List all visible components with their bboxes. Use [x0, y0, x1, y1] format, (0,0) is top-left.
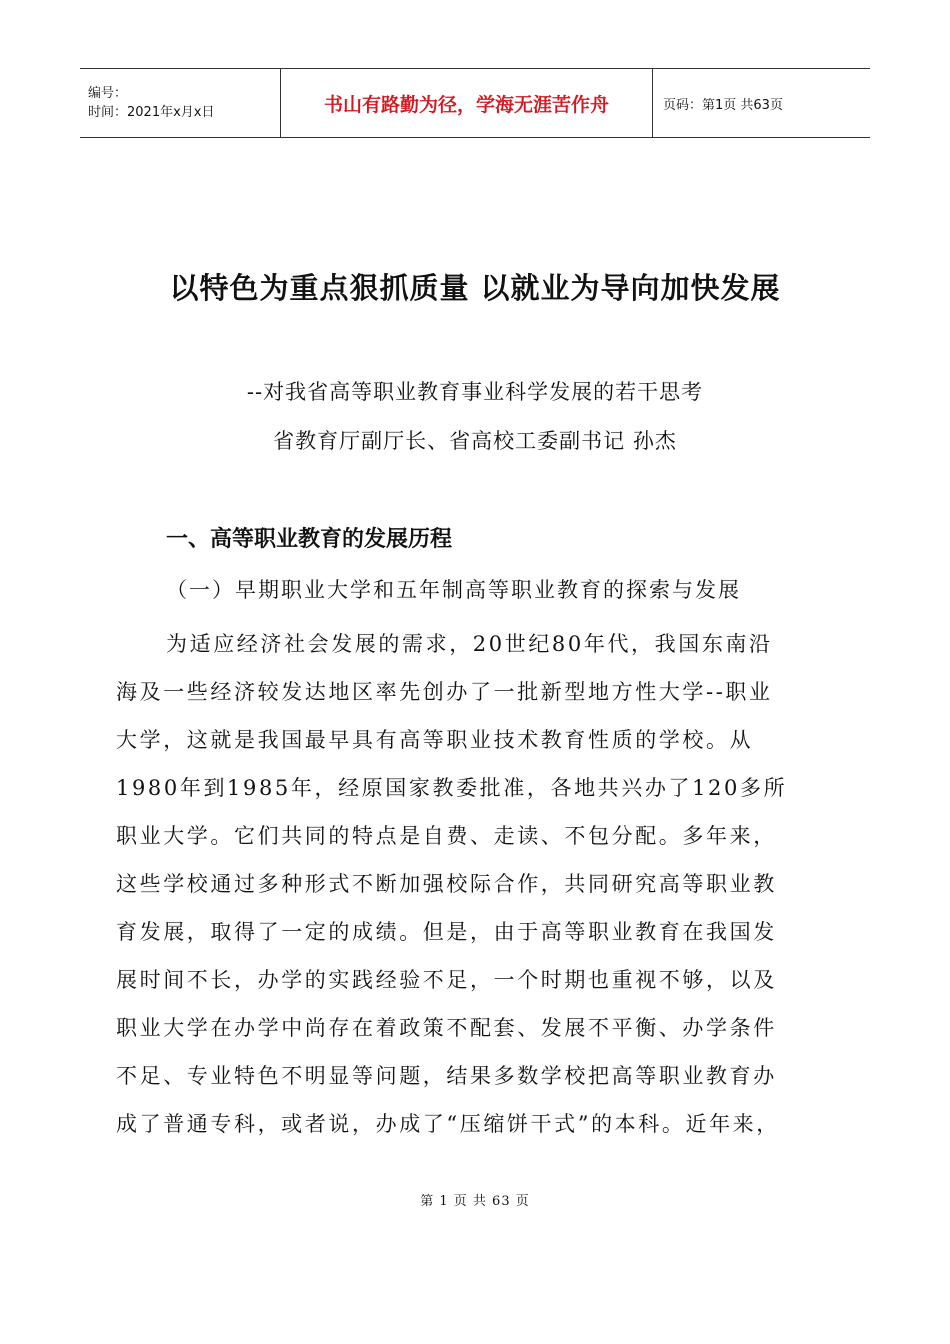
- header-page-info: 页码：第1页 共63页: [663, 97, 783, 113]
- paragraph-line: 这些学校通过多种形式不断加强校际合作，共同研究高等职业教: [116, 872, 777, 896]
- paragraph-line: 成了普通专科，或者说，办成了“压缩饼干式”的本科。近年来，: [116, 1112, 780, 1136]
- header-meta: [80, 69, 281, 137]
- sub-heading: （一）早期职业大学和五年制高等职业教育的探索与发展: [166, 578, 741, 602]
- page-footer: 第 1 页 共 63 页: [420, 1194, 530, 1209]
- paragraph-line: 为适应经济社会发展的需求，20世纪80年代，我国东南沿: [166, 632, 773, 656]
- document-title: 以特色为重点狠抓质量 以就业为导向加快发展: [169, 271, 781, 305]
- document-date: 时间：2021年x月x日: [88, 105, 215, 120]
- paragraph-line: 育发展，取得了一定的成绩。但是，由于高等职业教育在我国发: [116, 920, 777, 944]
- body-paragraph: [116, 620, 836, 1148]
- paragraph-line: 展时间不长，办学的实践经验不足，一个时期也重视不够，以及: [116, 968, 777, 992]
- section-heading: 一、高等职业教育的发展历程: [166, 527, 453, 552]
- document-header: [80, 68, 870, 138]
- paragraph-line: 1980年到1985年，经原国家教委批准，各地共兴办了120多所: [116, 776, 788, 800]
- paragraph-line: 海及一些经济较发达地区率先创办了一批新型地方性大学--职业: [116, 680, 773, 704]
- document-number-label: 编号：: [88, 86, 128, 101]
- paragraph-line: 职业大学。它们共同的特点是自费、走读、不包分配。多年来，: [116, 824, 777, 848]
- document-subtitle: --对我省高等职业教育事业科学发展的若干思考: [246, 380, 704, 404]
- document-author: 省教育厅副厅长、省高校工委副书记 孙杰: [273, 429, 677, 453]
- paragraph-line: 不足、专业特色不明显等问题，结果多数学校把高等职业教育办: [116, 1064, 777, 1088]
- header-motto: 书山有路勤为径，学海无涯苦作舟: [281, 69, 653, 137]
- paragraph-line: 大学，这就是我国最早具有高等职业技术教育性质的学校。从: [116, 728, 754, 752]
- paragraph-line: 职业大学在办学中尚存在着政策不配套、发展不平衡、办学条件: [116, 1016, 777, 1040]
